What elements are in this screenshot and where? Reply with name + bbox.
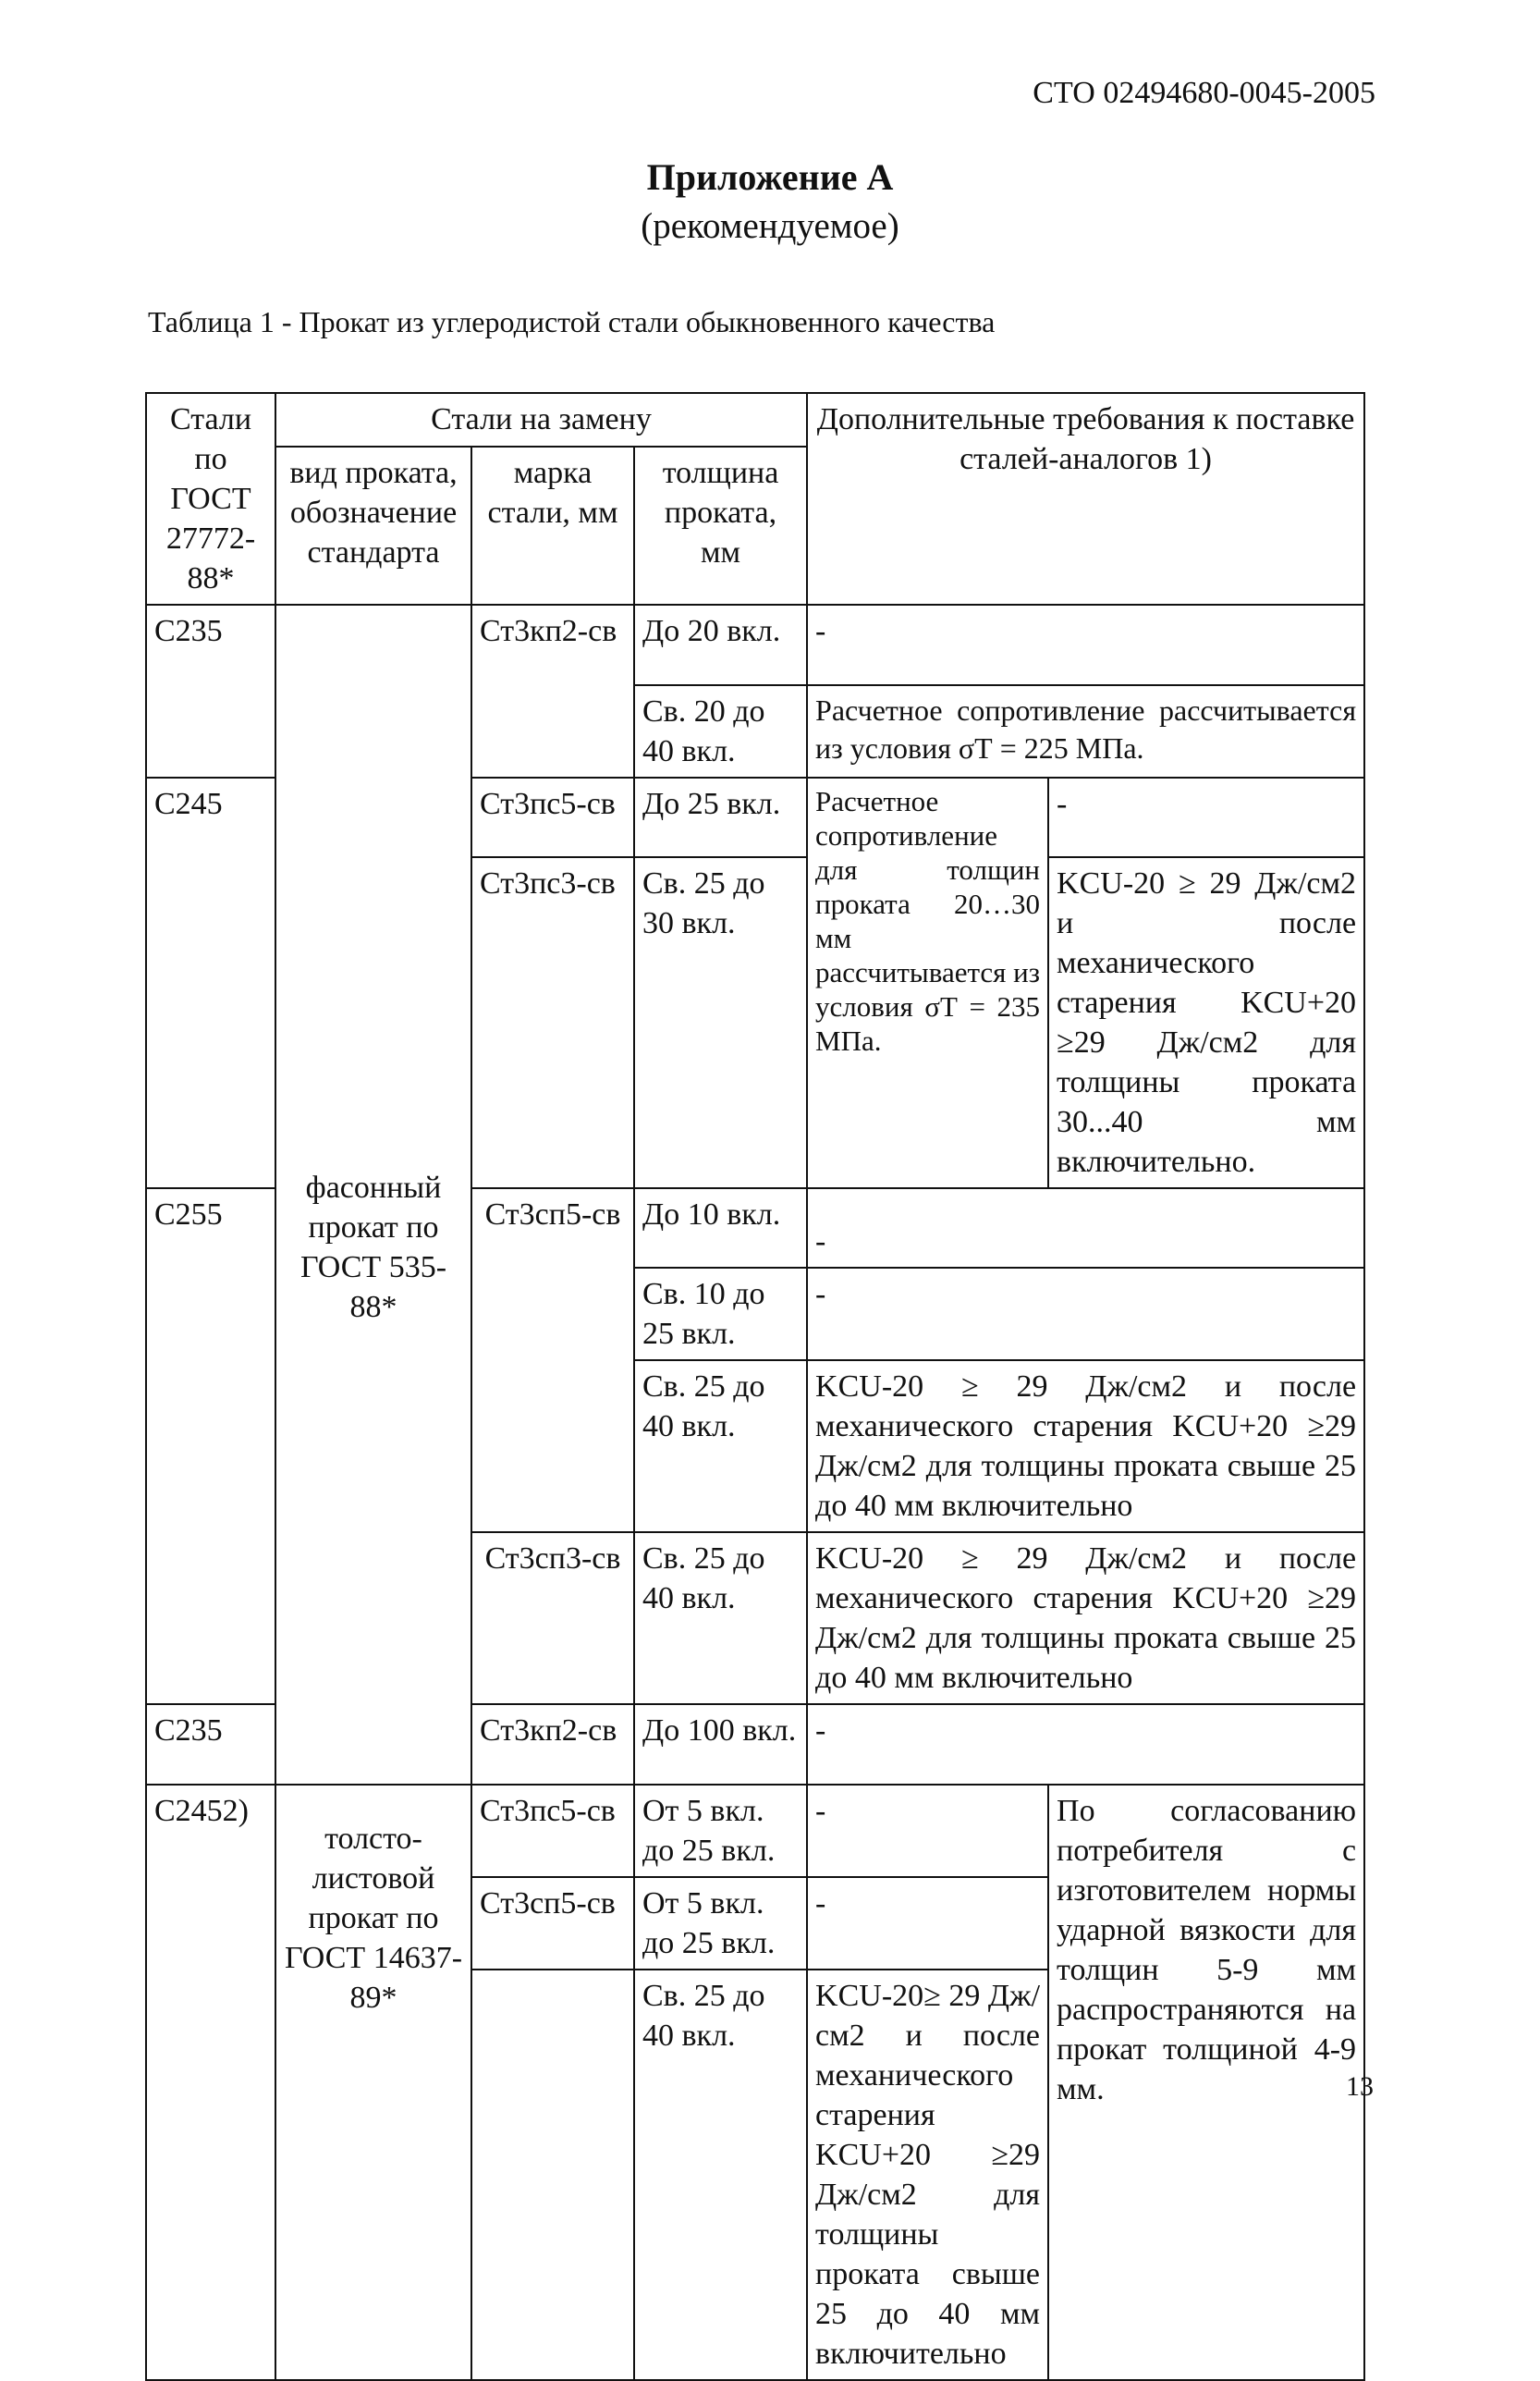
header-requirements: Дополнительные требования к поставке сталей-аналогов 1) bbox=[807, 393, 1364, 605]
grade-cell: Ст3пс3-св bbox=[471, 857, 634, 1188]
requirement-cell: - bbox=[807, 1704, 1364, 1785]
steel-cell: С2452) bbox=[146, 1785, 275, 2380]
steel-cell: С235 bbox=[146, 605, 275, 778]
thickness-cell: До 100 вкл. bbox=[634, 1704, 807, 1785]
header-replacement: Стали на замену bbox=[275, 393, 807, 447]
grade-cell: Ст3сп5-св bbox=[471, 1877, 634, 1970]
table-row bbox=[146, 1785, 1364, 1877]
thickness-cell: До 20 вкл. bbox=[634, 605, 807, 685]
grade-cell: Ст3пс5-св bbox=[471, 1785, 634, 1877]
table-row bbox=[146, 605, 1364, 685]
appendix-subtitle: (рекомендуемое) bbox=[641, 206, 899, 246]
thickness-cell: Св. 10 до 25 вкл. bbox=[634, 1268, 807, 1360]
steel-cell: С235 bbox=[146, 1704, 275, 1785]
requirement-cell: - bbox=[807, 1877, 1048, 1970]
steel-table bbox=[145, 392, 1365, 2381]
thickness-cell: Св. 25 до 40 вкл. bbox=[634, 1532, 807, 1704]
grade-cell: Ст3сп5-св bbox=[471, 1188, 634, 1532]
thickness-cell: Св. 25 до 40 вкл. bbox=[634, 1360, 807, 1532]
page-number: 13 bbox=[1346, 2071, 1374, 2102]
thickness-cell: От 5 вкл. до 25 вкл. bbox=[634, 1785, 807, 1877]
header-thickness: толщина проката, мм bbox=[634, 447, 807, 605]
requirement-cell: - bbox=[807, 605, 1364, 685]
requirement-cell: - bbox=[807, 1268, 1364, 1360]
requirement-cell: Расчетное сопротивление для толщин проката 20…30 мм рассчитывается из условия σТ = 235 МПа. bbox=[807, 778, 1048, 1188]
thickness-cell: Св. 25 до 30 вкл. bbox=[634, 857, 807, 1188]
requirement-cell: - bbox=[1048, 778, 1364, 857]
appendix-title: Приложение А bbox=[646, 156, 894, 198]
requirement-cell: - bbox=[807, 1188, 1364, 1268]
header-grade: марка стали, мм bbox=[471, 447, 634, 605]
thickness-cell: Св. 20 до 40 вкл. bbox=[634, 685, 807, 778]
table-caption: Таблица 1 - Прокат из углеродистой стали обыкновенного качества bbox=[148, 305, 996, 338]
requirement-cell: По согласованию потребителя с изготовителем нормы ударной вязкости для толщин 5-9 мм распространяются на прокат толщиной 4-9 мм. bbox=[1048, 1785, 1364, 2380]
steel-cell: С245 bbox=[146, 778, 275, 1188]
rolled-type-cell: толсто-листовой прокат по ГОСТ 14637-89* bbox=[275, 1785, 471, 2380]
thickness-cell: До 25 вкл. bbox=[634, 778, 807, 857]
steel-cell: С255 bbox=[146, 1188, 275, 1704]
grade-cell: Ст3кп2-св bbox=[471, 605, 634, 778]
requirement-cell: - bbox=[807, 1785, 1048, 1877]
requirement-cell: KCU-20 ≥ 29 Дж/см2 и после механического старения KCU+20 ≥29 Дж/см2 для толщины проката свыше 25 до 40 мм включительно bbox=[807, 1532, 1364, 1704]
thickness-cell: Св. 25 до 40 вкл. bbox=[634, 1970, 807, 2380]
thickness-cell: До 10 вкл. bbox=[634, 1188, 807, 1268]
rolled-type-cell: фасонный прокат по ГОСТ 535-88* bbox=[275, 605, 471, 1785]
grade-cell: Ст3пс5-св bbox=[471, 778, 634, 857]
header-steels-gost: Стали по ГОСТ 27772-88* bbox=[146, 393, 275, 605]
requirement-cell: KCU-20 ≥ 29 Дж/см2 и после механического старения KCU+20 ≥29 Дж/см2 для толщины проката 30...40 мм включительно. bbox=[1048, 857, 1364, 1188]
requirement-cell: Расчетное сопротивление рассчитывается из условия σТ = 225 МПа. bbox=[807, 685, 1364, 778]
document-code: СТО 02494680-0045-2005 bbox=[1033, 76, 1375, 110]
thickness-cell: От 5 вкл. до 25 вкл. bbox=[634, 1877, 807, 1970]
table-header-row bbox=[146, 393, 1364, 447]
grade-cell bbox=[471, 1970, 634, 2380]
grade-cell: Ст3кп2-св bbox=[471, 1704, 634, 1785]
requirement-cell: KCU-20≥ 29 Дж/см2 и после механического старения KCU+20 ≥29 Дж/см2 для толщины проката свыше 25 до 40 мм включительно bbox=[807, 1970, 1048, 2380]
requirement-cell: KCU-20 ≥ 29 Дж/см2 и после механического старения KCU+20 ≥29 Дж/см2 для толщины проката свыше 25 до 40 мм включительно bbox=[807, 1360, 1364, 1532]
header-rolled-type: вид проката, обозначение стандарта bbox=[275, 447, 471, 605]
grade-cell: Ст3сп3-св bbox=[471, 1532, 634, 1704]
